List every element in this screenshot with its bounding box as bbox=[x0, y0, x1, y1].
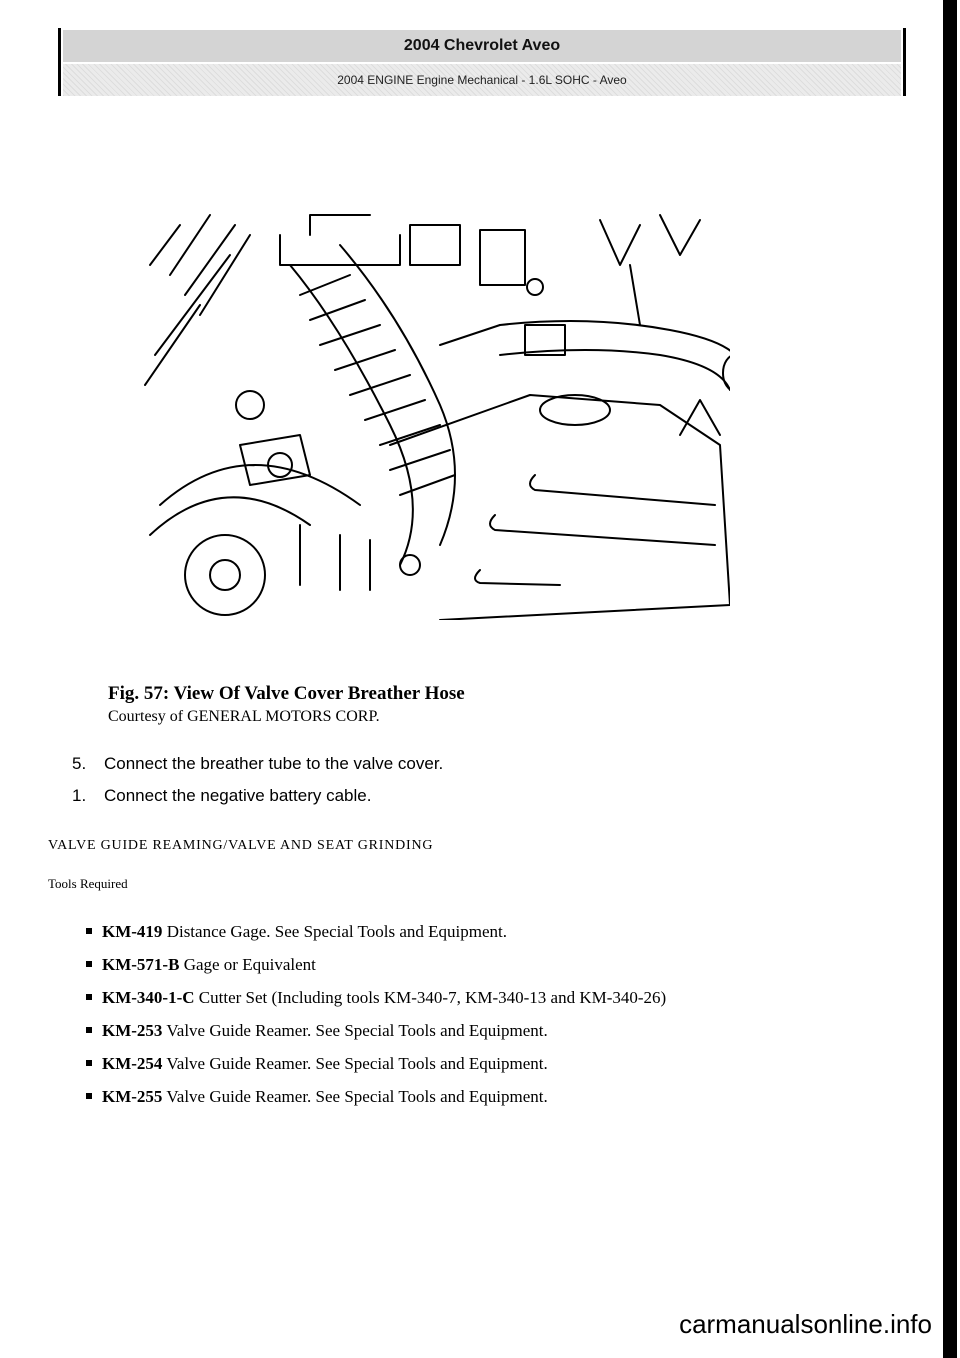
page-right-border bbox=[943, 0, 957, 1358]
tool-id: KM-340-1-C bbox=[102, 988, 195, 1007]
tool-item bbox=[86, 955, 666, 988]
watermark: carmanualsonline.info bbox=[679, 1309, 932, 1339]
header-left-border bbox=[58, 28, 61, 96]
tool-item bbox=[86, 988, 666, 1021]
tools-required-label: Tools Required bbox=[48, 876, 128, 891]
tool-description: Valve Guide Reamer. See Special Tools and Equipment. bbox=[162, 1087, 548, 1106]
bullet-icon bbox=[86, 1093, 92, 1099]
section-heading: VALVE GUIDE REAMING/VALVE AND SEAT GRINDING bbox=[48, 838, 434, 853]
tool-description: Cutter Set (Including tools KM-340-7, KM-340-13 and KM-340-26) bbox=[194, 988, 667, 1007]
tool-description: Valve Guide Reamer. See Special Tools and Equipment. bbox=[162, 1054, 548, 1073]
tools-list bbox=[86, 922, 666, 1120]
step-text: Connect the negative battery cable. bbox=[104, 786, 372, 805]
procedure-steps bbox=[72, 754, 443, 818]
figure-credit: Courtesy of GENERAL MOTORS CORP. bbox=[108, 708, 380, 725]
procedure-step bbox=[72, 786, 443, 818]
procedure-step bbox=[72, 754, 443, 786]
bullet-icon bbox=[86, 1027, 92, 1033]
bullet-icon bbox=[86, 1060, 92, 1066]
step-text: Connect the breather tube to the valve cover. bbox=[104, 754, 444, 773]
header-title: 2004 Chevrolet Aveo bbox=[63, 30, 901, 62]
header-subtitle: 2004 ENGINE Engine Mechanical - 1.6L SOHC - Aveo bbox=[63, 64, 901, 96]
bullet-icon bbox=[86, 994, 92, 1000]
tool-id: KM-255 bbox=[102, 1087, 163, 1106]
tool-id: KM-253 bbox=[102, 1021, 163, 1040]
figure-caption: Fig. 57: View Of Valve Cover Breather Hose bbox=[108, 683, 465, 704]
tool-id: KM-419 bbox=[102, 922, 163, 941]
step-number: 5. bbox=[72, 754, 87, 773]
tool-item bbox=[86, 1054, 666, 1087]
tool-item bbox=[86, 1087, 666, 1120]
tool-description: Gage or Equivalent bbox=[179, 955, 316, 974]
header-right-border bbox=[903, 28, 906, 96]
bullet-icon bbox=[86, 928, 92, 934]
bullet-icon bbox=[86, 961, 92, 967]
step-number: 1. bbox=[72, 786, 87, 805]
tool-description: Valve Guide Reamer. See Special Tools and Equipment. bbox=[162, 1021, 548, 1040]
tool-id: KM-254 bbox=[102, 1054, 163, 1073]
tool-description: Distance Gage. See Special Tools and Equipment. bbox=[162, 922, 507, 941]
tool-item bbox=[86, 922, 666, 955]
tool-item bbox=[86, 1021, 666, 1054]
valve-cover-breather-hose-illustration bbox=[140, 205, 730, 620]
tool-id: KM-571-B bbox=[102, 955, 180, 974]
document-header bbox=[58, 28, 906, 96]
